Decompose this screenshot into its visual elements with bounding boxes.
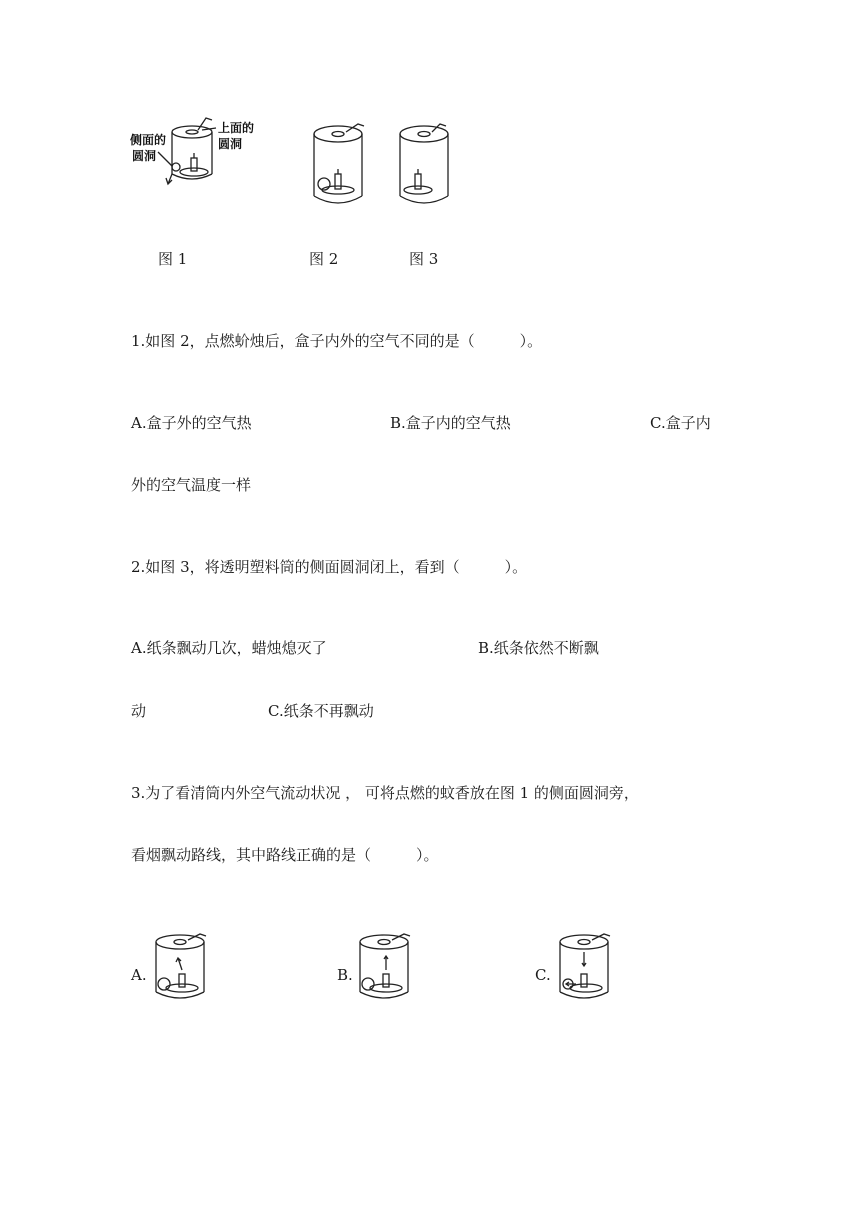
- question-2-stem: 2.如图 3，将透明塑料筒的侧面圆洞闭上，看到（ ）。: [131, 558, 528, 576]
- question-3-option-b-label: B.: [337, 966, 353, 984]
- question-3-option-a-label: A.: [131, 966, 147, 984]
- question-1-option-a: A.盒子外的空气热: [131, 414, 252, 432]
- question-3-stem-line-1: 3.为了看清筒内外空气流动状况 ， 可将点燃的蚊香放在图 1 的侧面圆洞旁，: [131, 784, 639, 802]
- figure-2-diagram: [300, 118, 380, 210]
- question-3-option-a-diagram: [148, 930, 214, 1006]
- fig1-top-hole-label-2: 圆洞: [218, 137, 243, 151]
- figure-1-caption: 图 1: [158, 250, 188, 268]
- question-3-option-b-diagram: [352, 930, 418, 1006]
- figure-3-caption: 图 3: [409, 250, 439, 268]
- fig1-top-hole-label-1: 上面的: [218, 121, 255, 135]
- question-1-option-b: B.盒子内的空气热: [390, 414, 511, 432]
- question-2-option-a: A.纸条飘动几次，蜡烛熄灭了: [131, 639, 327, 657]
- question-2-option-c: C.纸条不再飘动: [268, 702, 374, 720]
- question-1-option-c: C.盒子内: [650, 414, 711, 432]
- question-3-option-c-diagram: [552, 930, 618, 1006]
- fig1-side-hole-label-1: 侧面的: [130, 133, 167, 147]
- question-2-option-b-continued: 动: [131, 702, 147, 720]
- figure-3-diagram: [386, 118, 466, 210]
- question-3-stem-line-2: 看烟飘动路线，其中路线正确的是（ ）。: [131, 846, 439, 864]
- figure-1-diagram: [128, 112, 268, 202]
- question-3-option-c-label: C.: [535, 966, 551, 984]
- question-1-stem: 1.如图 2，点燃蚧烛后，盒子内外的空气不同的是（ ）。: [131, 332, 543, 350]
- question-2-option-b: B.纸条依然不断飘: [478, 639, 599, 657]
- question-1-option-c-continued: 外的空气温度一样: [131, 476, 252, 494]
- figure-2-caption: 图 2: [309, 250, 339, 268]
- fig1-side-hole-label-2: 圆洞: [132, 149, 157, 163]
